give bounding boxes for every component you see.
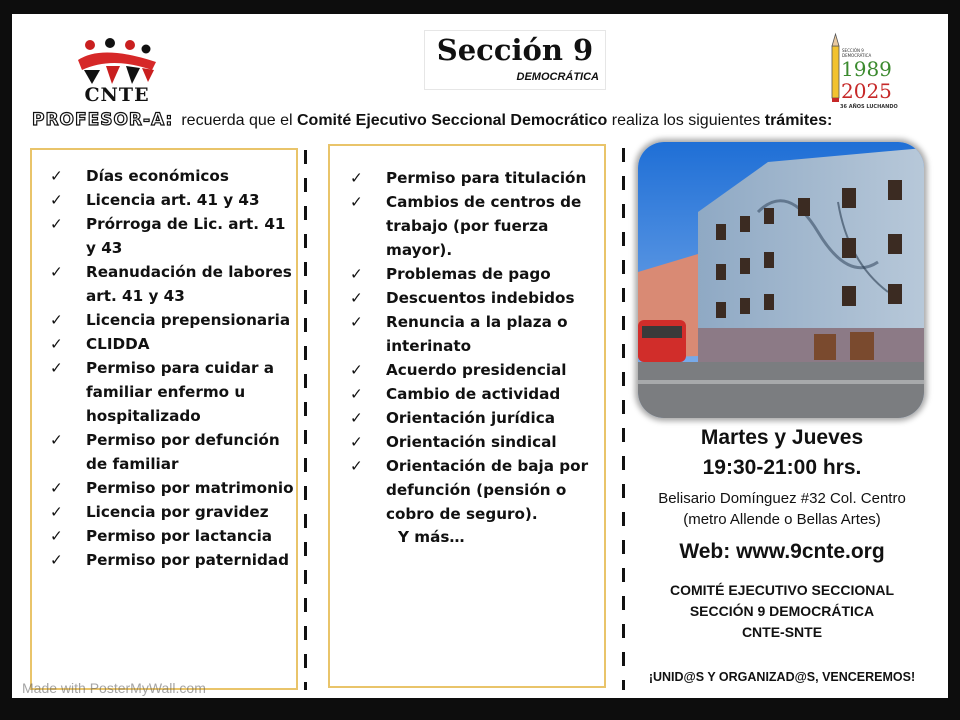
committee-line-3: CNTE-SNTE [741, 624, 823, 640]
checkmark-icon: ✓ [350, 409, 363, 427]
tramite-item [40, 212, 300, 260]
tramite-label: Orientación sindical [386, 433, 557, 451]
intro-line [32, 110, 942, 130]
checkmark-icon: ✓ [350, 313, 363, 331]
seccion-9-logo [424, 30, 606, 90]
tramite-item [40, 476, 300, 500]
intro-tramites: trámites: [764, 112, 833, 129]
pencil-anniversary-icon [826, 32, 898, 120]
tramite-item [40, 332, 300, 356]
tramite-item [340, 166, 606, 190]
checkmark-icon: ✓ [50, 311, 63, 329]
tramite-label: Descuentos indebidos [386, 289, 575, 307]
checkmark-icon: ✓ [50, 503, 63, 521]
poster [12, 14, 948, 698]
tramite-label: Días económicos [86, 167, 229, 185]
tramite-item [340, 430, 606, 454]
checkmark-icon: ✓ [350, 169, 363, 187]
tramite-item [340, 262, 606, 286]
tramite-item [40, 428, 300, 476]
checkmark-icon: ✓ [350, 361, 363, 379]
checkmark-icon: ✓ [350, 193, 363, 211]
svg-text:1989: 1989 [841, 57, 892, 81]
section-title: Sección 9 [436, 33, 594, 67]
tramite-label: Cambios de centros de trabajo (por fuerza mayor). [386, 193, 582, 259]
tramite-label: CLIDDA [86, 335, 150, 353]
checkmark-icon: ✓ [50, 335, 63, 353]
checkmark-icon: ✓ [50, 479, 63, 497]
tramite-item [40, 308, 300, 332]
committee-line-2: SECCIÓN 9 DEMOCRÁTICA [689, 603, 875, 619]
building-image [638, 142, 924, 418]
committee-block [630, 580, 934, 643]
cnte-logo [72, 36, 162, 116]
tramite-item [40, 356, 300, 428]
checkmark-icon: ✓ [350, 457, 363, 475]
tramite-label: Permiso por lactancia [86, 527, 273, 545]
tramite-item [40, 524, 300, 548]
anniversary-logo [826, 32, 898, 120]
motto: ¡UNID@S Y ORGANIZAD@S, VENCEREMOS! [648, 670, 916, 684]
tramite-label: Orientación jurídica [386, 409, 556, 427]
svg-text:SECCIÓN 9: SECCIÓN 9 [842, 48, 864, 53]
address-line-2: (metro Allende o Bellas Artes) [683, 511, 881, 528]
checkmark-icon: ✓ [50, 527, 63, 545]
svg-text:2025: 2025 [841, 79, 892, 103]
tramite-label: Licencia por gravidez [86, 503, 269, 521]
tramite-item [40, 500, 300, 524]
intro-text-1: recuerda que el [181, 112, 297, 129]
tramite-label: Problemas de pago [386, 265, 551, 283]
tramites-list-right [340, 166, 606, 526]
checkmark-icon: ✓ [50, 191, 63, 209]
tramite-item [340, 382, 606, 406]
tramite-label: Acuerdo presidencial [386, 361, 567, 379]
address [630, 488, 934, 530]
checkmark-icon: ✓ [350, 289, 363, 307]
intro-committee: Comité Ejecutivo Seccional Democrático [296, 112, 608, 129]
tramites-list-left [40, 164, 300, 572]
tramite-label: Permiso para cuidar a familiar enfermo u hospitalizado [86, 359, 275, 425]
tramite-item [340, 454, 606, 526]
watermark: Made with PosterMyWall.com [22, 680, 206, 696]
checkmark-icon: ✓ [50, 551, 63, 569]
checkmark-icon: ✓ [50, 431, 63, 449]
checkmark-icon: ✓ [50, 215, 63, 233]
tramite-item [340, 358, 606, 382]
tramite-label: Permiso por paternidad [86, 551, 289, 569]
checkmark-icon: ✓ [50, 263, 63, 281]
tramite-label: Permiso por matrimonio [86, 479, 294, 497]
svg-text:DEMOCRÁTICA: DEMOCRÁTICA [842, 53, 872, 58]
checkmark-icon: ✓ [50, 359, 63, 377]
building-photo [638, 142, 924, 418]
tramite-label: Licencia prepensionaria [86, 311, 291, 329]
schedule-hours: 19:30-21:00 hrs. [702, 456, 862, 479]
tramite-item [340, 286, 606, 310]
tramite-label: Orientación de baja por defunción (pensión o cobro de seguro). [386, 457, 589, 523]
schedule-days: Martes y Jueves [700, 426, 864, 449]
tramite-item [340, 190, 606, 262]
tramite-item [40, 164, 300, 188]
list-more: Y más… [398, 528, 465, 546]
cnte-figures-icon [72, 36, 162, 86]
dashed-separator [304, 150, 307, 690]
tramite-item [340, 310, 606, 358]
svg-text:36 AÑOS LUCHANDO: 36 AÑOS LUCHANDO [840, 104, 898, 110]
tramite-label: Cambio de actividad [386, 385, 561, 403]
tramite-label: Prórroga de Lic. art. 41 y 43 [86, 215, 286, 257]
tramite-label: Reanudación de labores art. 41 y 43 [86, 263, 292, 305]
tramite-item [40, 188, 300, 212]
dashed-separator [622, 148, 625, 690]
tramite-label: Permiso para titulación [386, 169, 587, 187]
checkmark-icon: ✓ [50, 167, 63, 185]
checkmark-icon: ✓ [350, 385, 363, 403]
tramite-item [40, 548, 300, 572]
intro-text-2: realiza los siguientes [607, 112, 765, 129]
website-link[interactable]: Web: www.9cnte.org [679, 540, 885, 563]
tramite-label: Licencia art. 41 y 43 [86, 191, 260, 209]
cnte-label: CNTE [84, 84, 150, 106]
checkmark-icon: ✓ [350, 265, 363, 283]
tramite-item [40, 260, 300, 308]
tramite-label: Permiso por defunción de familiar [86, 431, 280, 473]
tramite-label: Renuncia a la plaza o interinato [386, 313, 568, 355]
tramite-item [340, 406, 606, 430]
address-line-1: Belisario Domínguez #32 Col. Centro [658, 490, 906, 507]
profesor-label: PROFESOR-A: [32, 110, 174, 130]
committee-line-1: COMITÉ EJECUTIVO SECCIONAL [669, 582, 895, 598]
section-subtitle: DEMOCRÁTICA [516, 71, 599, 83]
checkmark-icon: ✓ [350, 433, 363, 451]
